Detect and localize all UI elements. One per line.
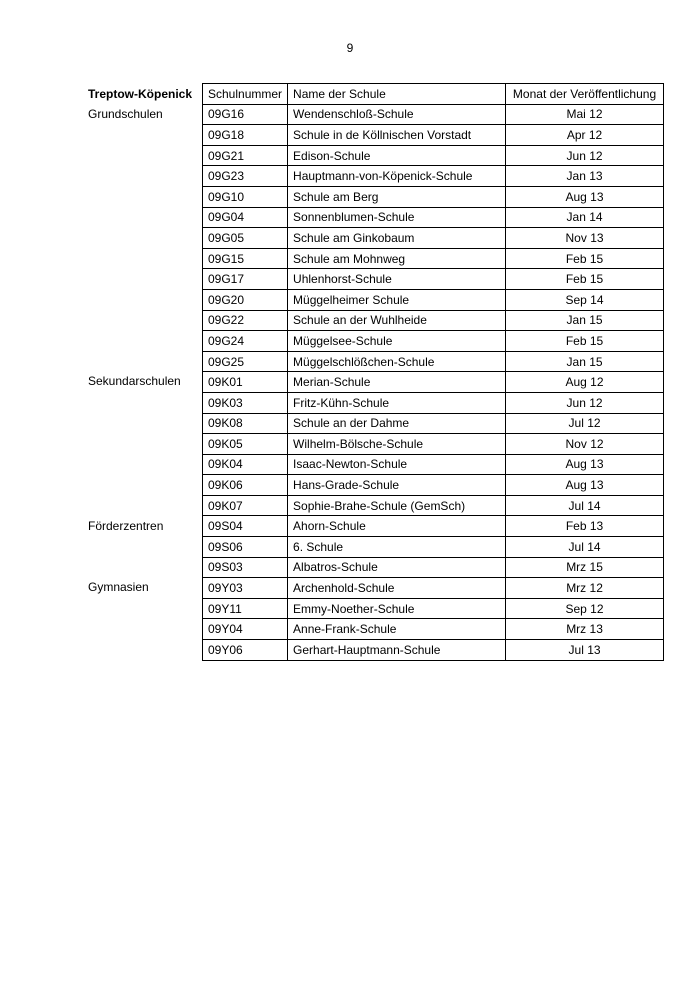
table-row <box>203 495 664 516</box>
table-row <box>203 640 664 661</box>
table-row <box>203 598 664 619</box>
publication-month-cell: Mrz 15 <box>506 557 664 578</box>
school-number-cell: 09G16 <box>203 104 288 125</box>
category-label: Gymnasien <box>88 580 149 595</box>
school-number-cell: 09K05 <box>203 434 288 455</box>
school-name-cell: Schule am Ginkobaum <box>288 228 506 249</box>
publication-month-cell: Apr 12 <box>506 125 664 146</box>
publication-month-cell: Jan 15 <box>506 310 664 331</box>
table-row <box>203 228 664 249</box>
school-name-cell: Isaac-Newton-Schule <box>288 454 506 475</box>
table-row <box>203 125 664 146</box>
school-number-cell: 09S06 <box>203 537 288 558</box>
table-row <box>203 619 664 640</box>
school-name-cell: Schule am Mohnweg <box>288 248 506 269</box>
school-name-cell: Hauptmann-von-Köpenick-Schule <box>288 166 506 187</box>
page-number: 9 <box>346 41 354 55</box>
school-name-cell: Edison-Schule <box>288 145 506 166</box>
publication-month-cell: Jan 15 <box>506 351 664 372</box>
school-number-cell: 09G04 <box>203 207 288 228</box>
school-name-cell: Müggelschlößchen-Schule <box>288 351 506 372</box>
school-name-cell: Uhlenhorst-Schule <box>288 269 506 290</box>
school-number-cell: 09G24 <box>203 331 288 352</box>
publication-month-cell: Mai 12 <box>506 104 664 125</box>
table-row <box>203 310 664 331</box>
publication-month-cell: Jul 14 <box>506 495 664 516</box>
table-row <box>203 351 664 372</box>
publication-month-cell: Aug 12 <box>506 372 664 393</box>
publication-month-cell: Aug 13 <box>506 475 664 496</box>
schools-table <box>202 83 664 661</box>
school-name-cell: Schule an der Dahme <box>288 413 506 434</box>
table-row <box>203 392 664 413</box>
publication-month-cell: Feb 15 <box>506 331 664 352</box>
school-number-cell: 09Y11 <box>203 598 288 619</box>
school-name-cell: Schule am Berg <box>288 186 506 207</box>
school-number-cell: 09G25 <box>203 351 288 372</box>
school-number-cell: 09G05 <box>203 228 288 249</box>
publication-month-cell: Mrz 12 <box>506 578 664 599</box>
publication-month-cell: Jul 14 <box>506 537 664 558</box>
publication-month-cell: Jul 12 <box>506 413 664 434</box>
school-number-cell: 09G15 <box>203 248 288 269</box>
table-row <box>203 454 664 475</box>
school-name-cell: Müggelheimer Schule <box>288 289 506 310</box>
school-name-cell: Albatros-Schule <box>288 557 506 578</box>
publication-month-cell: Nov 12 <box>506 434 664 455</box>
school-name-cell: Sonnenblumen-Schule <box>288 207 506 228</box>
school-number-cell: 09S03 <box>203 557 288 578</box>
table-header-row <box>203 84 664 105</box>
school-name-cell: Fritz-Kühn-Schule <box>288 392 506 413</box>
school-name-cell: Müggelsee-Schule <box>288 331 506 352</box>
school-number-cell: 09G10 <box>203 186 288 207</box>
publication-month-cell: Aug 13 <box>506 186 664 207</box>
district-column <box>88 84 202 105</box>
school-name-cell: Ahorn-Schule <box>288 516 506 537</box>
category-label: Grundschulen <box>88 106 163 121</box>
publication-month-cell: Jun 12 <box>506 392 664 413</box>
school-number-cell: 09Y03 <box>203 578 288 599</box>
school-name-cell: Emmy-Noether-Schule <box>288 598 506 619</box>
table-row <box>203 434 664 455</box>
school-number-cell: 09G22 <box>203 310 288 331</box>
school-name-cell: Hans-Grade-Schule <box>288 475 506 496</box>
school-number-cell: 09K08 <box>203 413 288 434</box>
publication-month-cell: Sep 12 <box>506 598 664 619</box>
table-body <box>203 104 664 660</box>
table-row <box>203 537 664 558</box>
publication-month-cell: Jun 12 <box>506 145 664 166</box>
table-row <box>203 186 664 207</box>
school-number-cell: 09Y06 <box>203 640 288 661</box>
publication-month-cell: Jan 14 <box>506 207 664 228</box>
publication-month-cell: Feb 13 <box>506 516 664 537</box>
school-name-cell: Sophie-Brahe-Schule (GemSch) <box>288 495 506 516</box>
school-name-cell: Archenhold-Schule <box>288 578 506 599</box>
school-number-cell: 09K06 <box>203 475 288 496</box>
category-label: Förderzentren <box>88 518 164 533</box>
school-number-cell: 09K03 <box>203 392 288 413</box>
school-number-cell: 09G23 <box>203 166 288 187</box>
school-number-cell: 09G20 <box>203 289 288 310</box>
school-number-cell: 09G21 <box>203 145 288 166</box>
school-name-cell: Wendenschloß-Schule <box>288 104 506 125</box>
school-name-cell: Gerhart-Hauptmann-Schule <box>288 640 506 661</box>
district-title: Treptow-Köpenick <box>88 87 193 101</box>
publication-month-cell: Sep 14 <box>506 289 664 310</box>
school-name-cell: Schule in de Köllnischen Vorstadt <box>288 125 506 146</box>
publication-month-cell: Jul 13 <box>506 640 664 661</box>
table-row <box>203 248 664 269</box>
publication-month-cell: Mrz 13 <box>506 619 664 640</box>
school-number-cell: 09S04 <box>203 516 288 537</box>
category-label: Sekundarschulen <box>88 374 181 389</box>
header-school-number: Schulnummer <box>203 84 288 105</box>
header-school-name: Name der Schule <box>288 84 506 105</box>
school-number-cell: 09K01 <box>203 372 288 393</box>
table-row <box>203 516 664 537</box>
table-row <box>203 557 664 578</box>
school-name-cell: Anne-Frank-Schule <box>288 619 506 640</box>
school-number-cell: 09G17 <box>203 269 288 290</box>
table-row <box>203 166 664 187</box>
publication-month-cell: Feb 15 <box>506 248 664 269</box>
school-name-cell: Schule an der Wuhlheide <box>288 310 506 331</box>
school-number-cell: 09Y04 <box>203 619 288 640</box>
publication-month-cell: Nov 13 <box>506 228 664 249</box>
publication-month-cell: Aug 13 <box>506 454 664 475</box>
school-number-cell: 09G18 <box>203 125 288 146</box>
table-row <box>203 289 664 310</box>
school-name-cell: Merian-Schule <box>288 372 506 393</box>
table-row <box>203 104 664 125</box>
table-row <box>203 475 664 496</box>
table-row <box>203 331 664 352</box>
table-row <box>203 269 664 290</box>
publication-month-cell: Jan 13 <box>506 166 664 187</box>
table-row <box>203 413 664 434</box>
school-number-cell: 09K04 <box>203 454 288 475</box>
table-row <box>203 578 664 599</box>
publication-month-cell: Feb 15 <box>506 269 664 290</box>
school-number-cell: 09K07 <box>203 495 288 516</box>
table-row <box>203 145 664 166</box>
table-row <box>203 372 664 393</box>
school-name-cell: Wilhelm-Bölsche-Schule <box>288 434 506 455</box>
header-publication-month: Monat der Veröffentlichung <box>506 84 664 105</box>
school-name-cell: 6. Schule <box>288 537 506 558</box>
table-row <box>203 207 664 228</box>
